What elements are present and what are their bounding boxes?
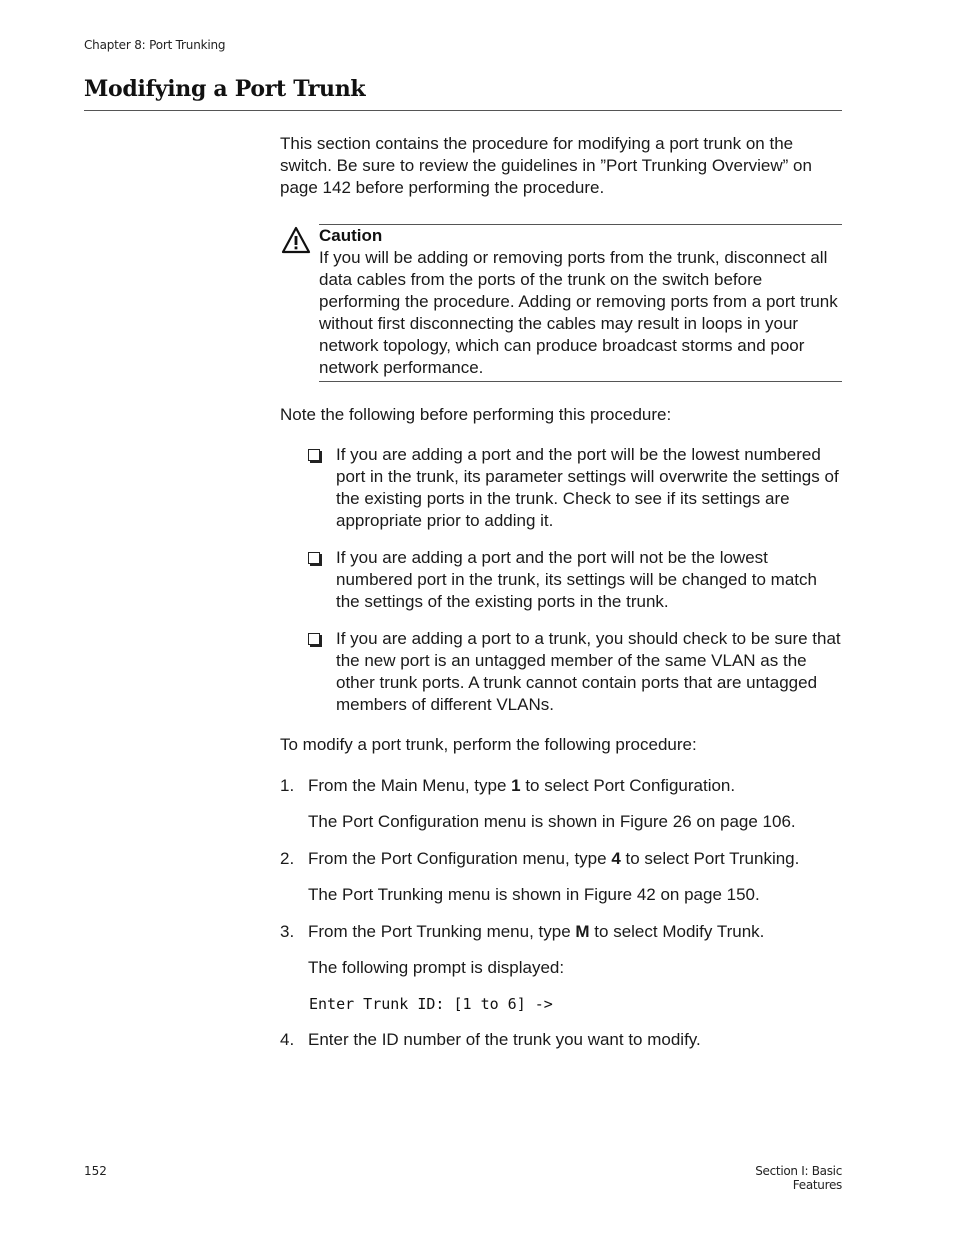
title-divider	[84, 110, 842, 111]
step-note: The following prompt is displayed:	[308, 958, 565, 977]
procedure-intro: To modify a port trunk, perform the following procedure:	[280, 735, 697, 754]
prompt-code: Enter Trunk ID: [1 to 6] ->	[309, 995, 553, 1013]
list-item-text: If you are adding a port to a trunk, you should check to be sure that the new port is an untagged member of the same VLAN as the other trunk ports. A trunk cannot contain ports that are untagged members of different VLANs.	[336, 629, 841, 714]
step-number: 4.	[280, 1030, 295, 1049]
step-text: From the Port Configuration menu, type 4 to select Port Trunking.	[308, 849, 800, 868]
step-note: The Port Trunking menu is shown in Figure 42 on page 150.	[308, 885, 760, 904]
checkbox-bullet-icon	[308, 633, 320, 645]
list-item-text: If you are adding a port and the port will not be the lowest numbered port in the trunk, its settings will be changed to match the settings of the existing ports in the trunk.	[336, 548, 817, 611]
note-intro: Note the following before performing this procedure:	[280, 405, 672, 424]
step-key: 1	[511, 776, 521, 795]
checkbox-bullet-icon	[308, 552, 320, 564]
page-title: Modifying a Port Trunk	[84, 76, 366, 102]
page-number: 152	[84, 1164, 107, 1178]
caution-top-rule	[319, 224, 842, 225]
running-header: Chapter 8: Port Trunking	[84, 38, 226, 52]
intro-paragraph: This section contains the procedure for modifying a port trunk on the switch. Be sure to review the guidelines in ”Port Trunking Overview” on page 142 before performing the procedure.	[280, 134, 812, 197]
checkbox-bullet-icon	[308, 449, 320, 461]
step-number: 3.	[280, 922, 295, 941]
list-item-text: If you are adding a port and the port will be the lowest numbered port in the trunk, its parameter settings will overwrite the settings of the existing ports in the trunk. Check to see if its settings are appropriate prior to adding it.	[336, 445, 839, 530]
step-note: The Port Configuration menu is shown in Figure 26 on page 106.	[308, 812, 796, 831]
step-key: 4	[611, 849, 621, 868]
step-number: 2.	[280, 849, 295, 868]
step-number: 1.	[280, 776, 295, 795]
step-text: From the Main Menu, type 1 to select Port Configuration.	[308, 776, 736, 795]
caution-bottom-rule	[319, 381, 842, 382]
step-key: M	[575, 922, 590, 941]
step-text: From the Port Trunking menu, type M to select Modify Trunk.	[308, 922, 765, 941]
step-text: Enter the ID number of the trunk you want to modify.	[308, 1030, 701, 1049]
warning-triangle-icon	[281, 226, 311, 254]
caution-title: Caution	[319, 226, 383, 245]
caution-text: If you will be adding or removing ports from the trunk, disconnect all data cables from the ports of the trunk on the switch before performing the procedure. Adding or removing ports from a port trunk without first disconnecting the cables may result in loops in your network topology, which can produce broadcast storms and poor network performance.	[319, 248, 838, 377]
section-footer: Section I: Basic Features	[755, 1164, 842, 1192]
